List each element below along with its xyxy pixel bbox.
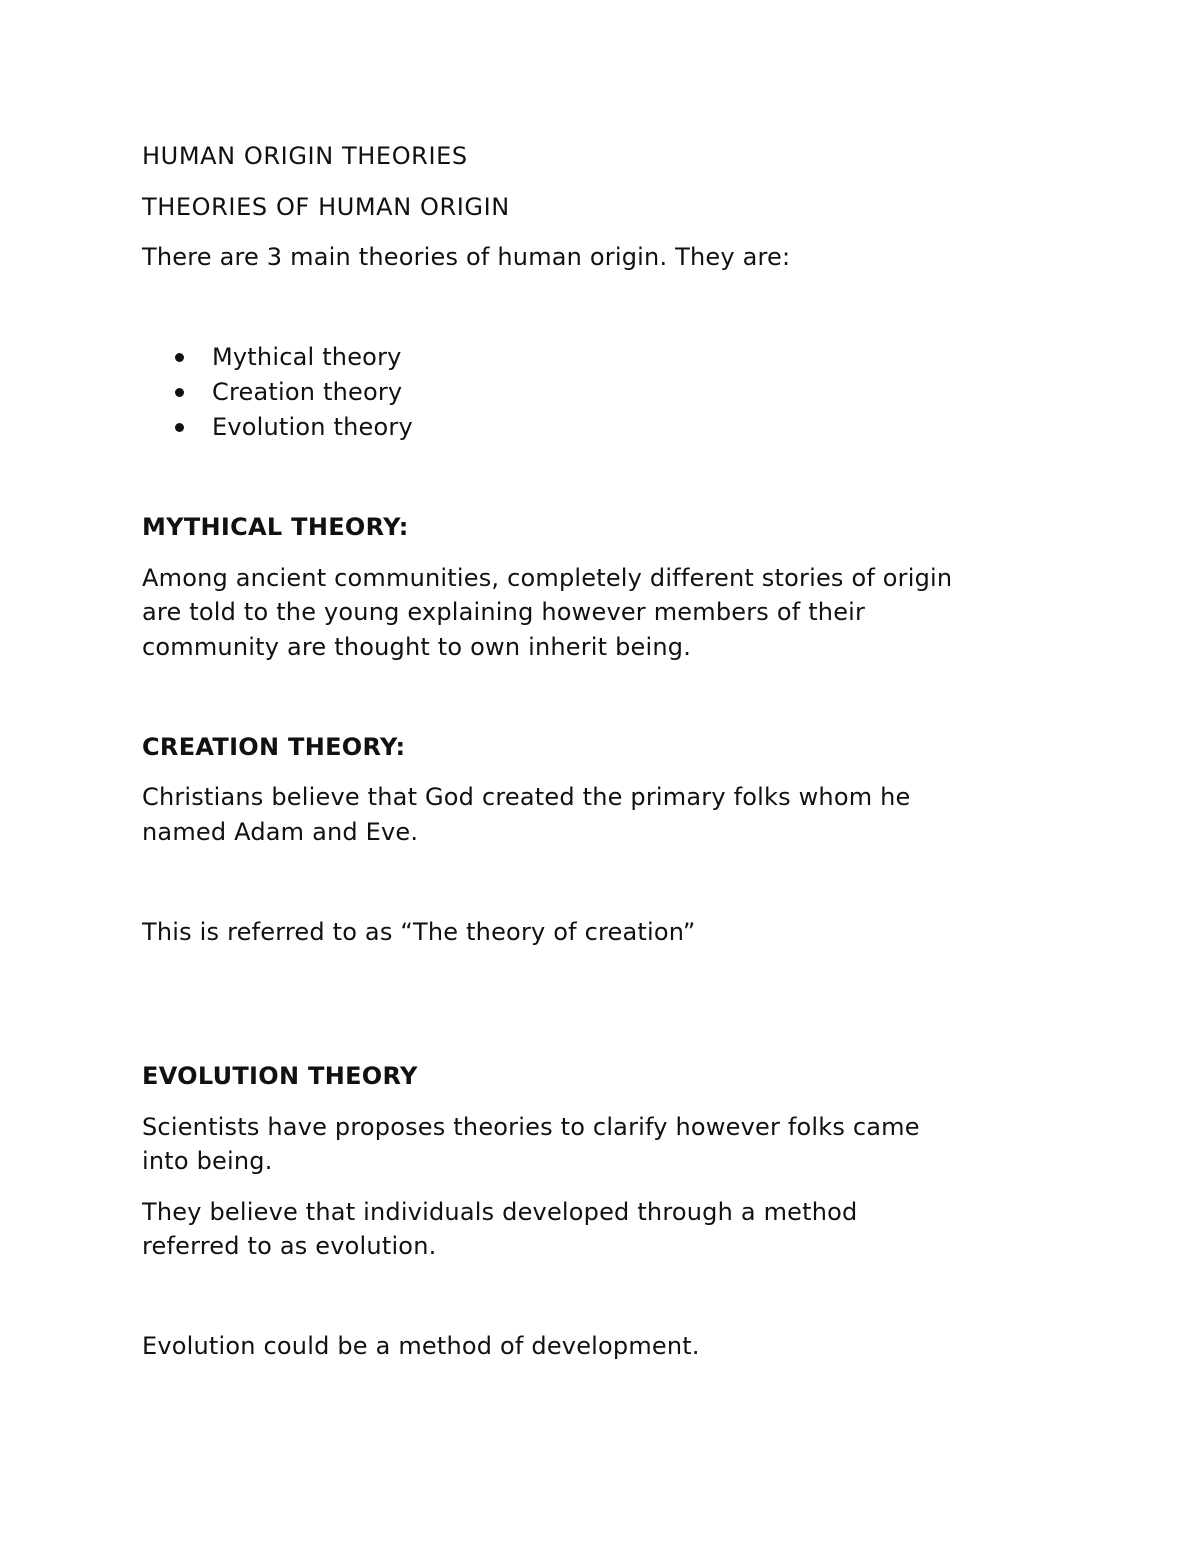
- evolution-text-line: referred to as evolution.: [142, 1232, 437, 1260]
- bullet-icon: [175, 353, 184, 362]
- list-item-label: Mythical theory: [212, 343, 402, 371]
- document-title: HUMAN ORIGIN THEORIES: [142, 142, 468, 170]
- creation-text-line: Christians believe that God created the primary folks whom he: [142, 783, 911, 811]
- mythical-heading: MYTHICAL THEORY:: [142, 513, 409, 541]
- mythical-text-line: community are thought to own inherit being.: [142, 633, 692, 661]
- intro-text: There are 3 main theories of human origin. They are:: [142, 243, 791, 271]
- list-item-label: Creation theory: [212, 378, 403, 406]
- evolution-text-line: Scientists have proposes theories to clarify however folks came: [142, 1113, 920, 1141]
- mythical-text-line: Among ancient communities, completely different stories of origin: [142, 564, 953, 592]
- evolution-text-line: into being.: [142, 1147, 273, 1175]
- creation-note: This is referred to as “The theory of creation”: [142, 918, 696, 946]
- evolution-closing: Evolution could be a method of development.: [142, 1332, 700, 1360]
- mythical-text-line: are told to the young explaining however members of their: [142, 598, 866, 626]
- creation-text-line: named Adam and Eve.: [142, 818, 419, 846]
- creation-heading: CREATION THEORY:: [142, 733, 406, 761]
- evolution-text-line: They believe that individuals developed through a method: [142, 1198, 858, 1226]
- evolution-heading: EVOLUTION THEORY: [142, 1062, 418, 1090]
- bullet-icon: [175, 388, 184, 397]
- bullet-icon: [175, 423, 184, 432]
- document-subtitle: THEORIES OF HUMAN ORIGIN: [142, 193, 510, 221]
- list-item-label: Evolution theory: [212, 413, 413, 441]
